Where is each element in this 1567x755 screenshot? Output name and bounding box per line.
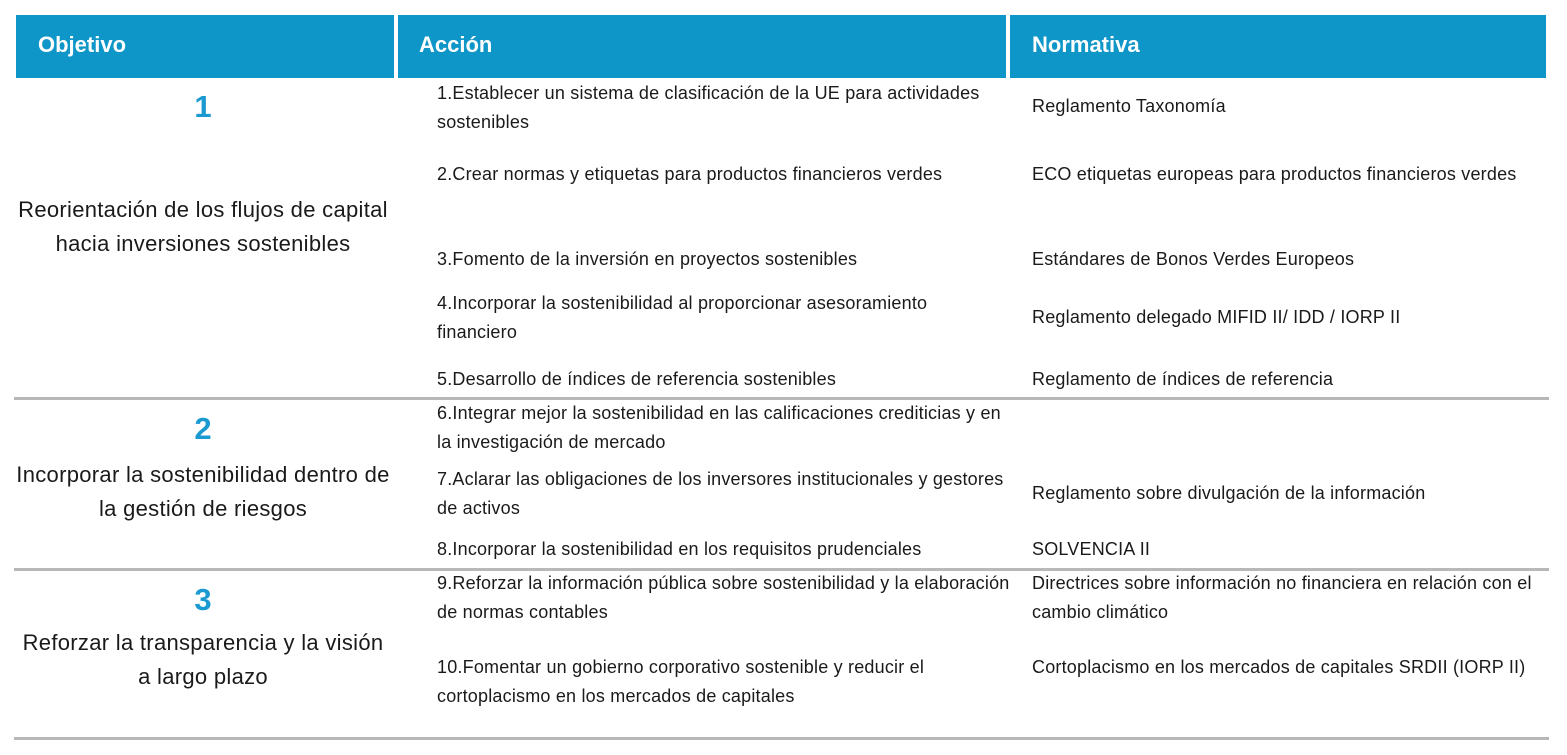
action-cell: 10.Fomentar un gobierno corporativo sostenible y reducir el cortoplacismo en los mercados de capitales [437,657,925,706]
action-cell: 7.Aclarar las obligaciones de los inversores institucionales y gestores de activos [437,469,1004,518]
objective-number: 3 [194,582,212,617]
action-cell: 3.Fomento de la inversión en proyectos sostenibles [437,249,858,269]
regulation-cell: SOLVENCIA II [1032,539,1151,559]
table-bottom-border [14,737,1549,740]
regulation-cell: Reglamento sobre divulgación de la información [1032,483,1426,503]
action-cell: 6.Integrar mejor la sostenibilidad en las calificaciones crediticias y en la investigación de mercado [437,403,1001,452]
regulation-cell: Cortoplacismo en los mercados de capitales SRDII (IORP II) [1032,657,1526,677]
header-normativa: Normativa [1010,15,1546,78]
action-cell: 8.Incorporar la sostenibilidad en los requisitos prudenciales [437,539,922,559]
objective-text: Reforzar la transparencia y la visión a largo plazo [22,630,384,689]
action-cell: 1.Establecer un sistema de clasificación de la UE para actividades sostenibles [437,83,980,132]
header-objetivo: Objetivo [16,15,394,78]
objective-text: Reorientación de los flujos de capital hacia inversiones sostenibles [18,197,388,256]
regulation-cell: Reglamento Taxonomía [1032,96,1226,116]
regulation-cell: Estándares de Bonos Verdes Europeos [1032,249,1355,269]
objective-number: 1 [194,89,212,124]
action-cell: 4.Incorporar la sostenibilidad al proporcionar asesoramiento financiero [437,293,928,342]
objective-number: 2 [194,411,212,446]
action-cell: 5.Desarrollo de índices de referencia sostenibles [437,369,837,389]
action-cell: 9.Reforzar la información pública sobre sostenibilidad y la elaboración de normas contables [437,573,1010,622]
regulation-cell: Directrices sobre información no financiera en relación con el cambio climático [1032,573,1532,622]
regulation-cell: Reglamento de índices de referencia [1032,369,1334,389]
regulation-cell: ECO etiquetas europeas para productos financieros verdes [1032,164,1517,184]
objective-text: Incorporar la sostenibilidad dentro de la gestión de riesgos [16,462,390,521]
header-accion: Acción [398,15,1006,78]
action-cell: 2.Crear normas y etiquetas para productos financieros verdes [437,164,943,184]
regulation-cell: Reglamento delegado MIFID II/ IDD / IORP II [1032,307,1401,327]
